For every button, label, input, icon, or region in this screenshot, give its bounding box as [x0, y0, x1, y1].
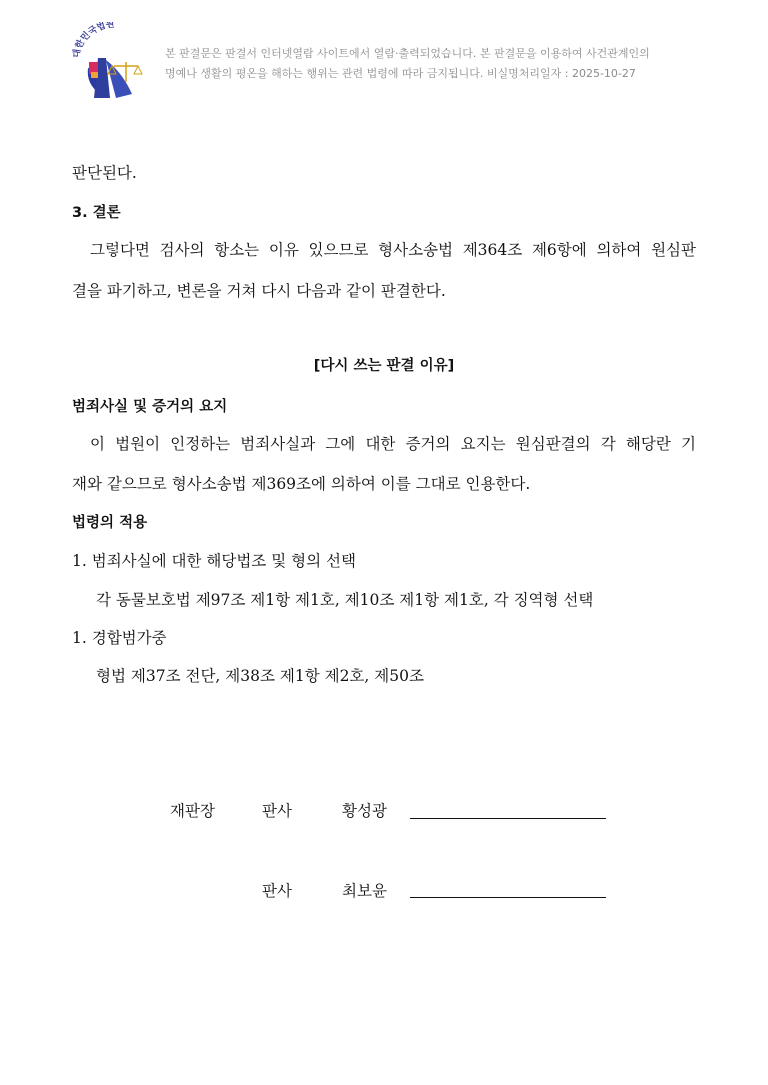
section-heading-law-application: 법령의 적용 — [72, 515, 148, 531]
emblem-text: 대한민국법원 — [72, 22, 116, 59]
law-item-2: 1. 경합범가중 — [72, 629, 167, 647]
presiding-judge-title: 재판장 — [170, 802, 215, 820]
section-heading-conclusion: 3. 결론 — [72, 205, 121, 221]
crime-facts-line-2: 재와 같으므로 형사소송법 제369조에 의하여 이를 그대로 인용한다. — [72, 475, 531, 493]
law-item-1-detail: 각 동물보호법 제97조 제1항 제1호, 제10조 제1항 제1호, 각 징역형 선택 — [96, 591, 594, 609]
judge-name-2: 최보윤 — [342, 882, 387, 900]
svg-text:대한민국법원 — [72, 22, 116, 58]
conclusion-paragraph-line-1: 그렇다면 검사의 항소는 이유 있으므로 형사소송법 제364조 제6항에 의하여 원심판 — [90, 241, 696, 259]
section-heading-crime-facts: 범죄사실 및 증거의 요지 — [72, 399, 228, 415]
law-item-1: 1. 범죄사실에 대한 해당법조 및 형의 선택 — [72, 552, 356, 570]
law-item-2-detail: 형법 제37조 전단, 제38조 제1항 제2호, 제50조 — [96, 667, 424, 685]
crime-facts-line-1: 이 법원이 인정하는 범죄사실과 그에 대한 증거의 요지는 원심판결의 각 해당란 기 — [90, 435, 696, 453]
notice-line-1: 본 판결문은 판결서 인터넷열람 사이트에서 열람·출력되었습니다. 본 판결문을 이용하여 사건관계인의 — [165, 47, 650, 60]
notice-line-2: 명예나 생활의 평온을 해하는 행위는 관련 법령에 따라 금지됩니다. 비실명처리일자 : 2025-10-27 — [165, 67, 636, 80]
conclusion-paragraph-line-2: 결을 파기하고, 변론을 거쳐 다시 다음과 같이 판결한다. — [72, 282, 446, 300]
rewrite-reasons-title: [다시 쓰는 판결 이유] — [313, 358, 455, 374]
signature-line-2 — [410, 897, 606, 898]
judge-role-1: 판사 — [262, 802, 292, 820]
usage-notice — [165, 44, 755, 84]
judge-name-1: 황성광 — [342, 802, 387, 820]
signature-line-1 — [410, 818, 606, 819]
judge-role-2: 판사 — [262, 882, 292, 900]
court-emblem-logo — [72, 22, 162, 100]
continued-text: 판단된다. — [72, 164, 137, 182]
